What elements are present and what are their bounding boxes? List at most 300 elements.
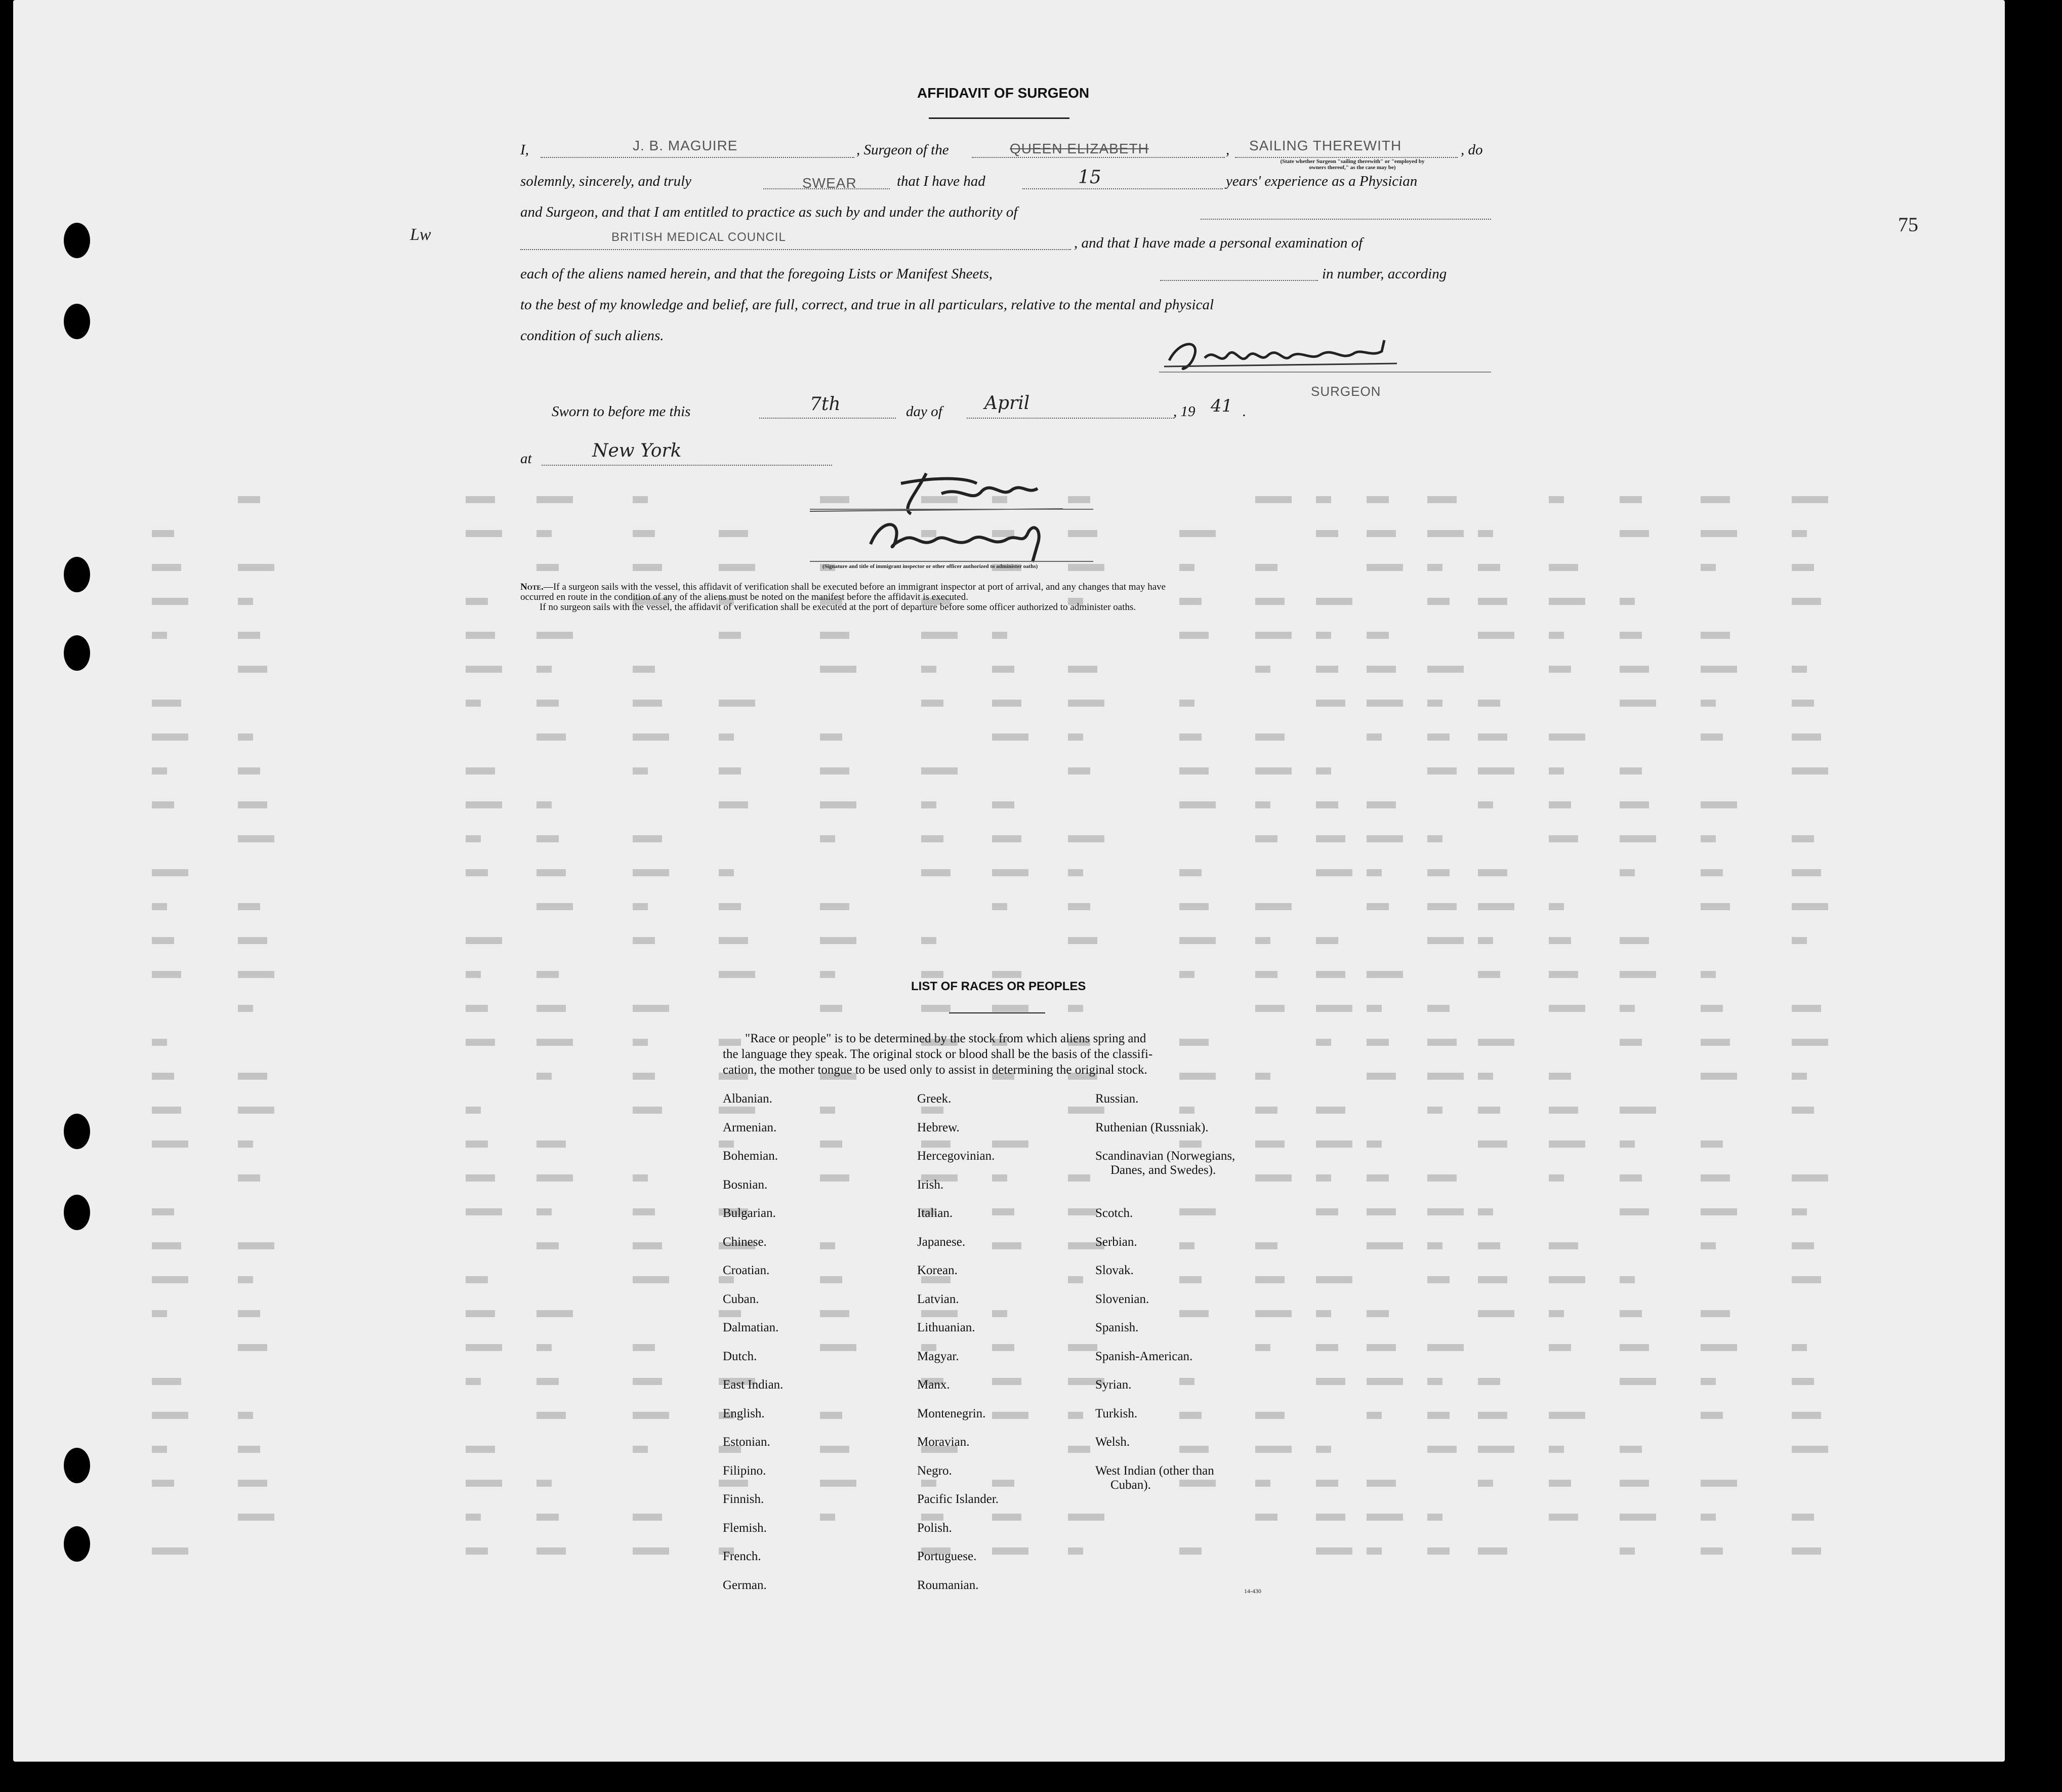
bleed-through-mark [1427, 666, 1464, 673]
note-line-1 [520, 582, 1492, 592]
bleed-through-mark [1068, 1208, 1097, 1215]
bleed-through-mark [633, 496, 648, 503]
bleed-through-mark [820, 903, 849, 910]
bleed-through-mark [1179, 1276, 1202, 1283]
bleed-through-mark [1068, 1005, 1083, 1012]
bleed-through-mark [1179, 632, 1209, 639]
bleed-through-mark [1427, 1378, 1442, 1385]
bleed-through-mark [152, 1073, 174, 1080]
races-intro [723, 1031, 1152, 1078]
affidavit-note [520, 582, 1492, 613]
bleed-through-mark [1792, 937, 1807, 944]
bleed-through-mark [820, 1242, 835, 1249]
bleed-through-mark [1367, 1514, 1403, 1521]
bleed-through-mark [921, 767, 958, 775]
bleed-through-mark [1620, 937, 1649, 944]
bleed-through-mark [1549, 1107, 1578, 1114]
bleed-through-mark [537, 666, 552, 673]
bleed-through-mark [466, 1276, 488, 1283]
bleed-through-mark [1179, 1378, 1194, 1385]
bleed-through-mark [1792, 1276, 1821, 1283]
bleed-through-mark [238, 1514, 274, 1521]
bleed-through-mark [1255, 1446, 1292, 1453]
bleed-through-mark [466, 1039, 495, 1046]
text-personal-exam: , and that I have made a personal examination of [1074, 235, 1363, 251]
bleed-through-mark [1255, 1141, 1285, 1148]
bleed-through-mark [238, 1276, 253, 1283]
surgeon-capacity: SAILING THEREWITH [1249, 138, 1402, 153]
bleed-through-mark [1367, 1480, 1396, 1487]
bleed-through-mark [1478, 1208, 1493, 1215]
bleed-through-mark [1701, 530, 1737, 537]
inspector-caption: (Signature and title of immigrant inspector or other officer authorized to administer oaths) [822, 563, 1038, 569]
bleed-through-mark [1316, 869, 1352, 876]
bleed-through-mark [992, 903, 1007, 910]
race-item: Filipino. [723, 1464, 766, 1478]
bleed-through-mark [1478, 767, 1514, 775]
bleed-through-mark [1549, 1344, 1571, 1351]
bleed-through-mark [992, 1480, 1014, 1487]
race-item: Dutch. [723, 1350, 757, 1363]
surgeon-signature-line [1159, 372, 1491, 373]
bleed-through-mark [1620, 1208, 1649, 1215]
bleed-through-mark [1367, 1310, 1389, 1317]
bleed-through-mark [1367, 903, 1389, 910]
bleed-through-mark [466, 1547, 488, 1555]
text-at: at [520, 451, 532, 467]
bleed-through-mark [633, 1276, 669, 1283]
text-have-had: that I have had [897, 173, 985, 189]
bleed-through-mark [1620, 971, 1656, 978]
bleed-through-mark [1255, 1005, 1285, 1012]
race-item: Danes, and Swedes). [1110, 1163, 1216, 1177]
bleed-through-mark [1792, 700, 1814, 707]
bleed-through-mark [1427, 700, 1442, 707]
bleed-through-mark [152, 1412, 188, 1419]
bleed-through-mark [238, 1344, 267, 1351]
bleed-through-mark [537, 1412, 566, 1419]
bleed-through-mark [1316, 1039, 1331, 1046]
sworn-place-blank [542, 465, 832, 466]
bleed-through-mark [152, 632, 167, 639]
race-item: Spanish-American. [1095, 1350, 1193, 1363]
bleed-through-mark [152, 801, 174, 808]
race-item: Welsh. [1095, 1435, 1130, 1449]
bleed-through-mark [1255, 1174, 1292, 1182]
bleed-through-mark [820, 1344, 856, 1351]
bleed-through-mark [921, 666, 936, 673]
bleed-through-mark [992, 1310, 1007, 1317]
surgeon-signature [1159, 330, 1422, 381]
bleed-through-mark [1179, 971, 1194, 978]
bleed-through-mark [1367, 700, 1403, 707]
text-day-of: day of [906, 403, 942, 420]
bleed-through-mark [466, 1378, 481, 1385]
bleed-through-mark [1792, 1446, 1828, 1453]
bleed-through-mark [1701, 666, 1737, 673]
bleed-through-mark [1068, 1344, 1097, 1351]
bleed-through-mark [633, 1446, 648, 1453]
bleed-through-mark [992, 1005, 1028, 1012]
bleed-through-mark [1478, 937, 1493, 944]
bleed-through-mark [1620, 1378, 1656, 1385]
bleed-through-mark [1478, 801, 1493, 808]
bleed-through-mark [152, 1310, 167, 1317]
bleed-through-mark [1427, 1107, 1442, 1114]
race-item: Latvian. [917, 1292, 959, 1306]
bleed-through-mark [466, 700, 481, 707]
bleed-through-mark [633, 1547, 669, 1555]
text-period: . [1243, 403, 1247, 420]
bleed-through-mark [719, 903, 741, 910]
bleed-through-mark [633, 1073, 655, 1080]
race-item: Lithuanian. [917, 1321, 975, 1334]
bleed-through-mark [1427, 530, 1464, 537]
bleed-through-mark [1427, 1446, 1457, 1453]
bleed-through-mark [1478, 1446, 1514, 1453]
bleed-through-mark [719, 700, 755, 707]
bleed-through-mark [1367, 1378, 1403, 1385]
bleed-through-mark [719, 1310, 741, 1317]
bleed-through-mark [1316, 801, 1338, 808]
years-experience: 15 [1078, 167, 1101, 188]
bleed-through-mark [1620, 1005, 1635, 1012]
bleed-through-mark [633, 1344, 655, 1351]
bleed-through-mark [1316, 700, 1345, 707]
bleed-through-mark [1427, 1073, 1464, 1080]
race-item: East Indian. [723, 1378, 783, 1392]
race-item: Moravian. [917, 1435, 970, 1449]
bleed-through-mark [1478, 632, 1514, 639]
bleed-through-mark [1316, 1344, 1338, 1351]
bleed-through-mark [992, 700, 1021, 707]
bleed-through-mark [1068, 1547, 1083, 1555]
bleed-through-mark [719, 1107, 755, 1114]
bleed-through-mark [1792, 666, 1807, 673]
races-title: LIST OF RACES OR PEOPLES [911, 980, 1086, 993]
bleed-through-mark [1792, 1412, 1821, 1419]
bleed-through-mark [1549, 1174, 1564, 1182]
bleed-through-mark [1701, 1242, 1716, 1249]
bleed-through-mark [466, 869, 488, 876]
bleed-through-mark [1620, 1514, 1656, 1521]
bleed-through-mark [1792, 1242, 1814, 1249]
bleed-through-mark [1701, 1141, 1723, 1148]
inspector-signature-graphic [810, 463, 1164, 569]
bleed-through-mark [719, 1480, 748, 1487]
bleed-through-mark [1792, 1073, 1807, 1080]
bleed-through-mark [1179, 937, 1216, 944]
race-item: Estonian. [723, 1435, 770, 1449]
bleed-through-mark [633, 835, 662, 842]
bleed-through-mark [1620, 835, 1656, 842]
bleed-through-mark [1701, 1514, 1716, 1521]
bleed-through-mark [1701, 1480, 1737, 1487]
race-item: Bulgarian. [723, 1206, 776, 1220]
bleed-through-mark [1792, 734, 1821, 741]
bleed-through-mark [921, 1480, 936, 1487]
bleed-through-mark [1620, 1039, 1642, 1046]
bleed-through-mark [537, 801, 552, 808]
bleed-through-mark [820, 1276, 842, 1283]
bleed-through-mark [1255, 564, 1277, 571]
bleed-through-mark [1792, 1378, 1814, 1385]
form-number: 14-430 [1244, 1587, 1261, 1595]
bleed-through-mark [1367, 835, 1403, 842]
bleed-through-mark [719, 971, 755, 978]
bleed-through-mark [1255, 835, 1277, 842]
bleed-through-mark [992, 1141, 1028, 1148]
bleed-through-mark [1620, 869, 1635, 876]
bleed-through-mark [992, 835, 1021, 842]
note-line-2: occurred en route in the condition of any of the aliens must be noted on the manifest before the affidavit is executed. [520, 592, 968, 602]
bleed-through-mark [1068, 700, 1104, 707]
bleed-through-mark [1792, 1039, 1828, 1046]
bleed-through-mark [238, 496, 260, 503]
bleed-through-mark [1255, 903, 1292, 910]
bleed-through-mark [537, 1039, 573, 1046]
bleed-through-mark [238, 1480, 267, 1487]
race-item: West Indian (other than [1095, 1464, 1214, 1478]
bleed-through-mark [1367, 801, 1396, 808]
bleed-through-mark [1316, 496, 1331, 503]
bleed-through-mark [1068, 1446, 1090, 1453]
race-item: Roumanian. [917, 1578, 979, 1592]
bleed-through-mark [1367, 1039, 1389, 1046]
bleed-through-mark [1427, 1039, 1457, 1046]
race-item: Flemish. [723, 1521, 767, 1535]
bleed-through-mark [1620, 1344, 1649, 1351]
race-item: Croatian. [723, 1264, 770, 1277]
bleed-through-mark [820, 1446, 849, 1453]
bleed-through-mark [1255, 801, 1270, 808]
bleed-through-mark [152, 1378, 181, 1385]
bleed-through-mark [238, 1107, 274, 1114]
bleed-through-mark [1549, 632, 1564, 639]
bleed-through-mark [1427, 1344, 1464, 1351]
bleed-through-mark [1179, 903, 1209, 910]
bleed-through-mark [1179, 801, 1216, 808]
page-number: 75 [1898, 213, 1918, 236]
bleed-through-mark [1549, 1310, 1564, 1317]
bleed-through-mark [1367, 1547, 1382, 1555]
bleed-through-mark [1427, 1242, 1442, 1249]
bleed-through-mark [1316, 666, 1338, 673]
bleed-through-mark [1316, 1378, 1345, 1385]
bleed-through-mark [1179, 564, 1194, 571]
race-item: Pacific Islander. [917, 1492, 999, 1506]
bleed-through-mark [921, 835, 943, 842]
bleed-through-mark [1620, 801, 1649, 808]
bleed-through-mark [1478, 1073, 1493, 1080]
note-label: Note. [520, 582, 544, 592]
race-item: Magyar. [917, 1350, 959, 1363]
bleed-through-mark [921, 1107, 943, 1114]
bleed-through-mark [152, 598, 188, 605]
bleed-through-mark [1701, 1005, 1723, 1012]
text-i: I, [520, 142, 529, 158]
bleed-through-mark [1549, 835, 1578, 842]
bleed-through-mark [1549, 1005, 1585, 1012]
race-item: Bosnian. [723, 1178, 768, 1192]
bleed-through-mark [1792, 1514, 1814, 1521]
bleed-through-mark [820, 767, 849, 775]
bleed-through-mark [820, 835, 835, 842]
bleed-through-mark [1478, 869, 1507, 876]
bleed-through-mark [992, 1547, 1028, 1555]
bleed-through-mark [820, 1480, 856, 1487]
bleed-through-mark [1478, 530, 1493, 537]
race-item: Bohemian. [723, 1149, 778, 1163]
bleed-through-mark [1549, 734, 1585, 741]
race-item: Slovak. [1095, 1264, 1134, 1277]
bleed-through-mark [1179, 530, 1216, 537]
race-item: Armenian. [723, 1121, 777, 1134]
bleed-through-mark [537, 1005, 566, 1012]
bleed-through-mark [992, 1412, 1028, 1419]
bleed-through-mark [820, 1141, 842, 1148]
bleed-through-mark [1427, 903, 1457, 910]
bleed-through-mark [633, 767, 648, 775]
bleed-through-mark [921, 1141, 951, 1148]
bleed-through-mark [1701, 1174, 1730, 1182]
bleed-through-mark [1255, 1276, 1285, 1283]
bleed-through-mark [633, 1208, 655, 1215]
bleed-through-mark [1620, 598, 1635, 605]
bleed-through-mark [1427, 937, 1464, 944]
bleed-through-mark [1701, 1208, 1737, 1215]
bleed-through-mark [1792, 767, 1828, 775]
bleed-through-mark [1478, 1480, 1493, 1487]
bleed-through-mark [466, 1480, 502, 1487]
bleed-through-mark [537, 1344, 552, 1351]
note-text-1: —If a surgeon sails with the vessel, this affidavit of verification shall be executed before an immigrant inspector at port of arrival, and any changes that may have [543, 582, 1166, 592]
bleed-through-mark [238, 767, 260, 775]
bleed-through-mark [1367, 496, 1389, 503]
bleed-through-mark [1620, 632, 1642, 639]
bleed-through-mark [1701, 971, 1716, 978]
races-intro-2: the language they speak. The original stock or blood shall be the basis of the classifi- [723, 1047, 1153, 1061]
bleed-through-mark [1478, 971, 1500, 978]
sheet-count-blank [1160, 280, 1318, 281]
bleed-through-mark [1068, 666, 1097, 673]
title-underline [929, 117, 1069, 119]
bleed-through-mark [1367, 1412, 1382, 1419]
bleed-through-mark [1316, 767, 1331, 775]
bleed-through-mark [1620, 666, 1649, 673]
bleed-through-mark [1549, 971, 1578, 978]
race-item: Syrian. [1095, 1378, 1132, 1392]
bleed-through-mark [633, 666, 655, 673]
bleed-through-mark [1792, 530, 1807, 537]
bleed-through-mark [537, 1310, 573, 1317]
bleed-through-mark [1367, 632, 1389, 639]
bleed-through-mark [466, 1174, 495, 1182]
race-item: Montenegrin. [917, 1407, 986, 1420]
bleed-through-mark [466, 1446, 495, 1453]
bleed-through-mark [152, 1107, 181, 1114]
bleed-through-mark [1068, 767, 1090, 775]
bleed-through-mark [1549, 903, 1564, 910]
bleed-through-mark [1792, 835, 1814, 842]
race-item: Cuban. [723, 1292, 759, 1306]
bleed-through-mark [1427, 767, 1457, 775]
bleed-through-mark [238, 1141, 253, 1148]
bleed-through-mark [238, 734, 253, 741]
bleed-through-mark [1316, 1208, 1338, 1215]
bleed-through-mark [1316, 1276, 1352, 1283]
bleed-through-mark [1068, 1514, 1104, 1521]
bleed-through-mark [1427, 869, 1450, 876]
sworn-month: April [984, 393, 1030, 414]
bleed-through-mark [238, 598, 253, 605]
bleed-through-mark [1792, 1344, 1807, 1351]
bleed-through-mark [466, 1107, 481, 1114]
bleed-through-mark [152, 971, 181, 978]
bleed-through-mark [1367, 530, 1396, 537]
bleed-through-mark [152, 1446, 167, 1453]
bleed-through-mark [1478, 1039, 1514, 1046]
bleed-through-mark [537, 632, 573, 639]
bleed-through-mark [1179, 1141, 1202, 1148]
bleed-through-mark [1427, 1547, 1450, 1555]
inspector-signature [810, 463, 1164, 569]
bleed-through-mark [1367, 971, 1403, 978]
bleed-through-mark [1179, 1039, 1209, 1046]
bleed-through-mark [1549, 1412, 1585, 1419]
authority-blank-2 [520, 249, 1071, 250]
bleed-through-mark [152, 564, 181, 571]
bleed-through-mark [1179, 1073, 1216, 1080]
bleed-through-mark [152, 767, 167, 775]
bleed-through-mark [992, 1514, 1021, 1521]
bleed-through-mark [719, 530, 748, 537]
bleed-through-mark [1701, 632, 1730, 639]
bleed-through-mark [921, 937, 936, 944]
races-intro-3: cation, the mother tongue to be used only to assist in determining the original stock. [723, 1063, 1147, 1077]
bleed-through-mark [537, 1141, 566, 1148]
bleed-through-mark [633, 530, 655, 537]
bleed-through-mark [921, 632, 958, 639]
bleed-through-mark [238, 937, 267, 944]
bleed-through-mark [1255, 632, 1292, 639]
race-item: Portuguese. [917, 1550, 977, 1563]
bleed-through-mark [537, 734, 566, 741]
bleed-through-mark [1068, 937, 1097, 944]
race-item: Turkish. [1095, 1407, 1138, 1420]
bleed-through-mark [1255, 1073, 1270, 1080]
bleed-through-mark [1179, 1446, 1209, 1453]
bleed-through-mark [820, 1174, 849, 1182]
bleed-through-mark [1620, 1276, 1635, 1283]
bleed-through-mark [633, 1378, 662, 1385]
bleed-through-mark [1701, 1547, 1723, 1555]
bleed-through-mark [537, 1378, 559, 1385]
bleed-through-mark [537, 835, 559, 842]
oath-word: SWEAR [802, 175, 857, 191]
bleed-through-mark [1549, 1073, 1571, 1080]
bleed-through-mark [238, 1446, 260, 1453]
bleed-through-mark [238, 1242, 274, 1249]
bleed-through-mark [1255, 1310, 1292, 1317]
bleed-through-mark [1701, 496, 1730, 503]
bleed-through-mark [1255, 734, 1285, 741]
bleed-through-mark [1701, 835, 1716, 842]
bleed-through-mark [633, 1514, 662, 1521]
bleed-through-mark [633, 1412, 669, 1419]
authority-blank-1 [1201, 219, 1491, 220]
bleed-through-mark [921, 700, 943, 707]
